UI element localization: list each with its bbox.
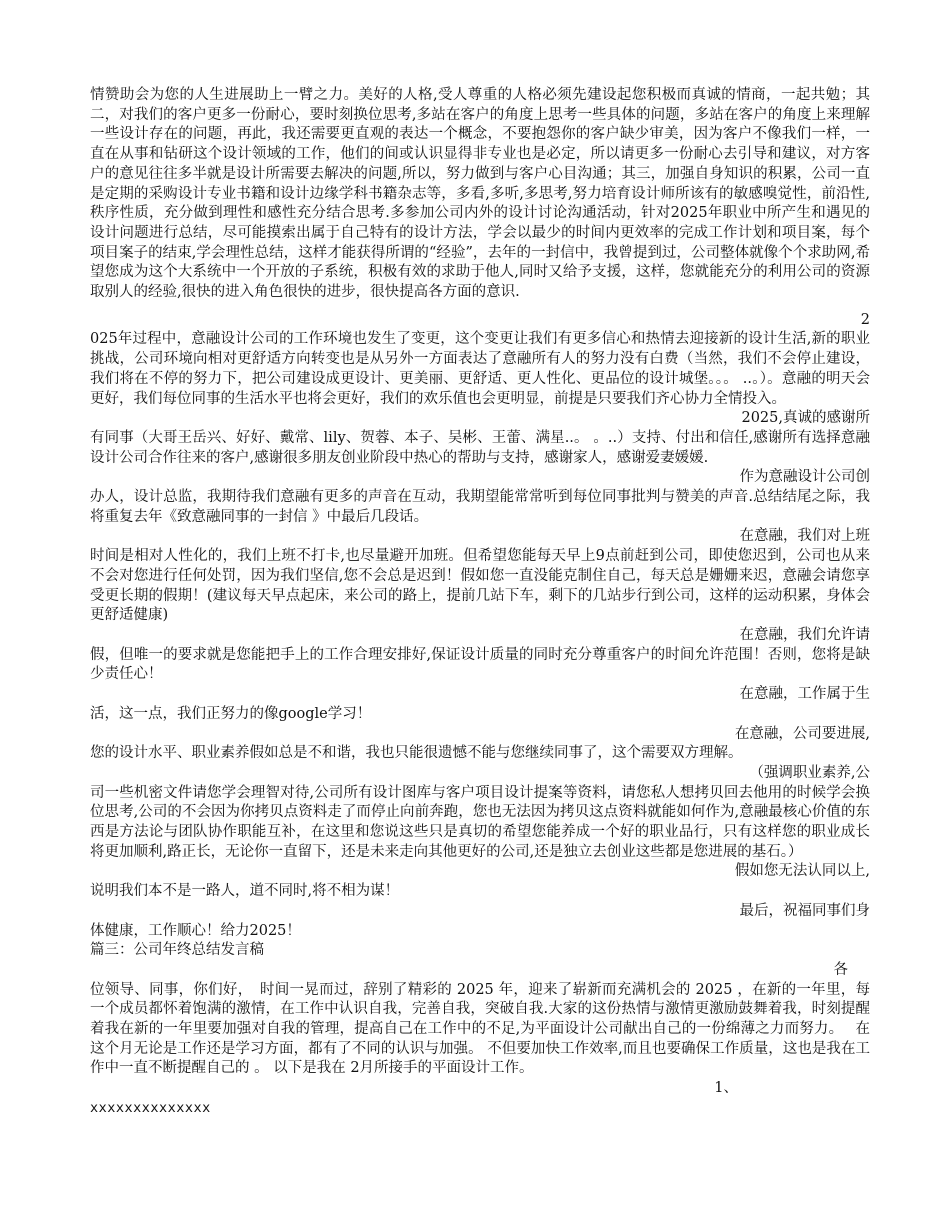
paragraph-8: 您的设计水平、职业素养假如总是不和谐，我也只能很遗憾不能与您继续同事了，这个需要双方理解。 — [90, 745, 743, 762]
placeholder-text: xxxxxxxxxxxxxx — [90, 1099, 211, 1116]
paragraph-12-lead: 各 — [833, 961, 848, 978]
paragraph-12: 位领导、同事，你们好， 时间一晃而过，辞别了精彩的 2025 年，迎来了崭新而充满机会的 2025 ，在新的一年里，每一个成员都怀着饱满的激情，在工作中认识自我，完善自我，突破自我.大家的这份热情与激情更激励鼓舞着我，时刻提醒着我在新的一年里要加强对自我的管理，提高自己在工作中的不足,为平面设计公司献出自己的一份绵薄之力而努力。 在这个月无论是工作还是学习方面，都有了不同的认识与加强。 不但要加快工作效率,而且也要确保工作质量，这也是我在工作中一直不断提醒自己的 。 以下是我在 2月所接手的平面设计工作。 — [90, 981, 870, 1077]
paragraph-5: 时间是相对人性化的，我们上班不打卡,也尽量避开加班。但希望您能每天早上9点前赶到公司，即使您迟到，公司也从来不会对您进行任何处罚，因为我们坚信,您不会总是迟到！假如您一直没能克制住自己，每天总是姗姗来迟，意融会请您享受更长期的假期！(建议每天早点起床，来公司的路上，提前几站下车，剩下的几站步行到公司，这样的运动积累，身体会更舒适健康) — [90, 548, 870, 624]
paragraph-6: 假，但唯一的要求就是您能把手上的工作合理安排好,保证设计质量的同时充分尊重客户的时间允许范围！否则，您将是缺少责任心！ — [90, 646, 870, 683]
paragraph-11-lead: 最后，祝福同事们身 — [739, 902, 870, 919]
paragraph-7-lead: 在意融，工作属于生 — [739, 686, 870, 703]
document-page — [90, 86, 870, 1119]
page-number-fragment: 2 — [860, 311, 870, 328]
paragraph-2: 025年过程中，意融设计公司的工作环境也发生了变更，这个变更让我们有更多信心和热情去迎接新的设计生活,新的职业挑战，公司环境向相对更舒适方向转变也是从另外一方面表达了意融所有人的努力没有白费（当然，我们不会停止建设，我们将在不停的努力下，把公司建设成更设计、更美丽、更舒适、更人性化、更品位的设计城堡。。。 ..。）。意融的明天会更好，我们每位同事的生活水平也将会更好，我们的欢乐值也会更明显，前提是只要我们齐心协力全情投入。 — [90, 331, 870, 407]
paragraph-9-lead: （强调职业素养,公 — [749, 764, 870, 781]
paragraph-1: 情赞助会为您的人生进展助上一臂之力。美好的人格,受人尊重的人格必须先建设起您积极而真诚的情商，一起共勉；其二，对我们的客户更多一份耐心，要时刻换位思考,多站在客户的角度上思考一些具体的问题，多站在客户的角度上来理解一些设计存在的问题，再此，我还需要更直观的表达一个概念，不要抱怨你的客户缺少审美，因为客户不像我们一样，一直在从事和钻研这个设计领域的工作，他们的间或认识显得非专业也是必定，所以请更多一份耐心去引导和建议，对方客户的意见往往多半就是设计所需要去解决的问题,所以，努力做到与客户心目沟通；其三，加强自身知识的积累，公司一直是定期的采购设计专业书籍和设计边缘学科书籍杂志等，多看,多听,多思考,努力培育设计师所该有的敏感嗅觉性，前沿性,秩序性质，充分做到理性和感性充分结合思考.多参加公司内外的设计讨论沟通活动，针对2025年职业中所产生和遇见的设计问题进行总结，尽可能摸索出属于自己特有的设计方法，学会以最少的时间内更效率的完成工作计划和项目案，每个项目案子的结束,学会理性总结，这样才能获得所谓的“经验”，去年的一封信中，我曾提到过，公司整体就像个个求助网,希望您成为这个大系统中一个开放的子系统，积极有效的求助于他人,同时又给予支援，这样，您就能充分的利用公司的资源取别人的经验,很快的进入角色很快的进步，很快提高各方面的意识. — [90, 87, 870, 301]
paragraph-10: 说明我们本不是一路人，道不同时,将不相为谋！ — [90, 883, 400, 900]
paragraph-3-lead: 2025,真诚的感谢所 — [741, 410, 870, 427]
paragraph-11: 体健康，工作顺心！给力2025！ — [90, 922, 301, 939]
paragraph-9: 司一些机密文件请您学会理智对待,公司所有设计图库与客户项目设计提案等资料，请您私人想拷贝回去他用的时候学会换位思考,公司的不会因为你拷贝点资料走了而停止向前奔跑，您也无法因为拷贝这点资料就能如何作为,意融最核心价值的东西是方法论与团队协作职能互补，在这里和您说这些只是真切的希望您能养成一个好的职业品行，只有这样您的职业成长将更加顺利,路正长，无论你一直留下，还是未来走向其他更好的公司,还是独立去创业这些都是您进展的基石。） — [90, 784, 870, 860]
paragraph-3: 有同事（大哥王岳兴、好好、戴常、lily、贺蓉、本子、吴彬、王蕾、满星..。 。..）支持、付出和信任,感谢所有选择意融设计公司合作往来的客户,感谢很多朋友创业阶段中热心的帮助与支持，感谢家人，感谢爱妻媛媛. — [90, 429, 870, 466]
paragraph-gap — [90, 303, 870, 311]
paragraph-6-lead: 在意融，我们允许请 — [739, 626, 870, 643]
paragraph-4: 办人，设计总监，我期待我们意融有更多的声音在互动，我期望能常常听到每位同事批判与赞美的声音.总结结尾之际，我将重复去年《致意融同事的一封信 》中最后几段话。 — [90, 489, 870, 525]
paragraph-8-lead: 在意融，公司要进展, — [734, 725, 870, 742]
paragraph-5-lead: 在意融，我们对上班 — [739, 528, 870, 545]
paragraph-7: 活，这一点，我们正努力的像google学习！ — [90, 705, 372, 722]
paragraph-10-lead: 假如您无法认同以上, — [734, 863, 870, 880]
list-number: 1、 — [714, 1080, 738, 1097]
section-title: 篇三：公司年终总结发言稿 — [90, 942, 264, 959]
paragraph-4-lead: 作为意融设计公司创 — [739, 469, 870, 486]
